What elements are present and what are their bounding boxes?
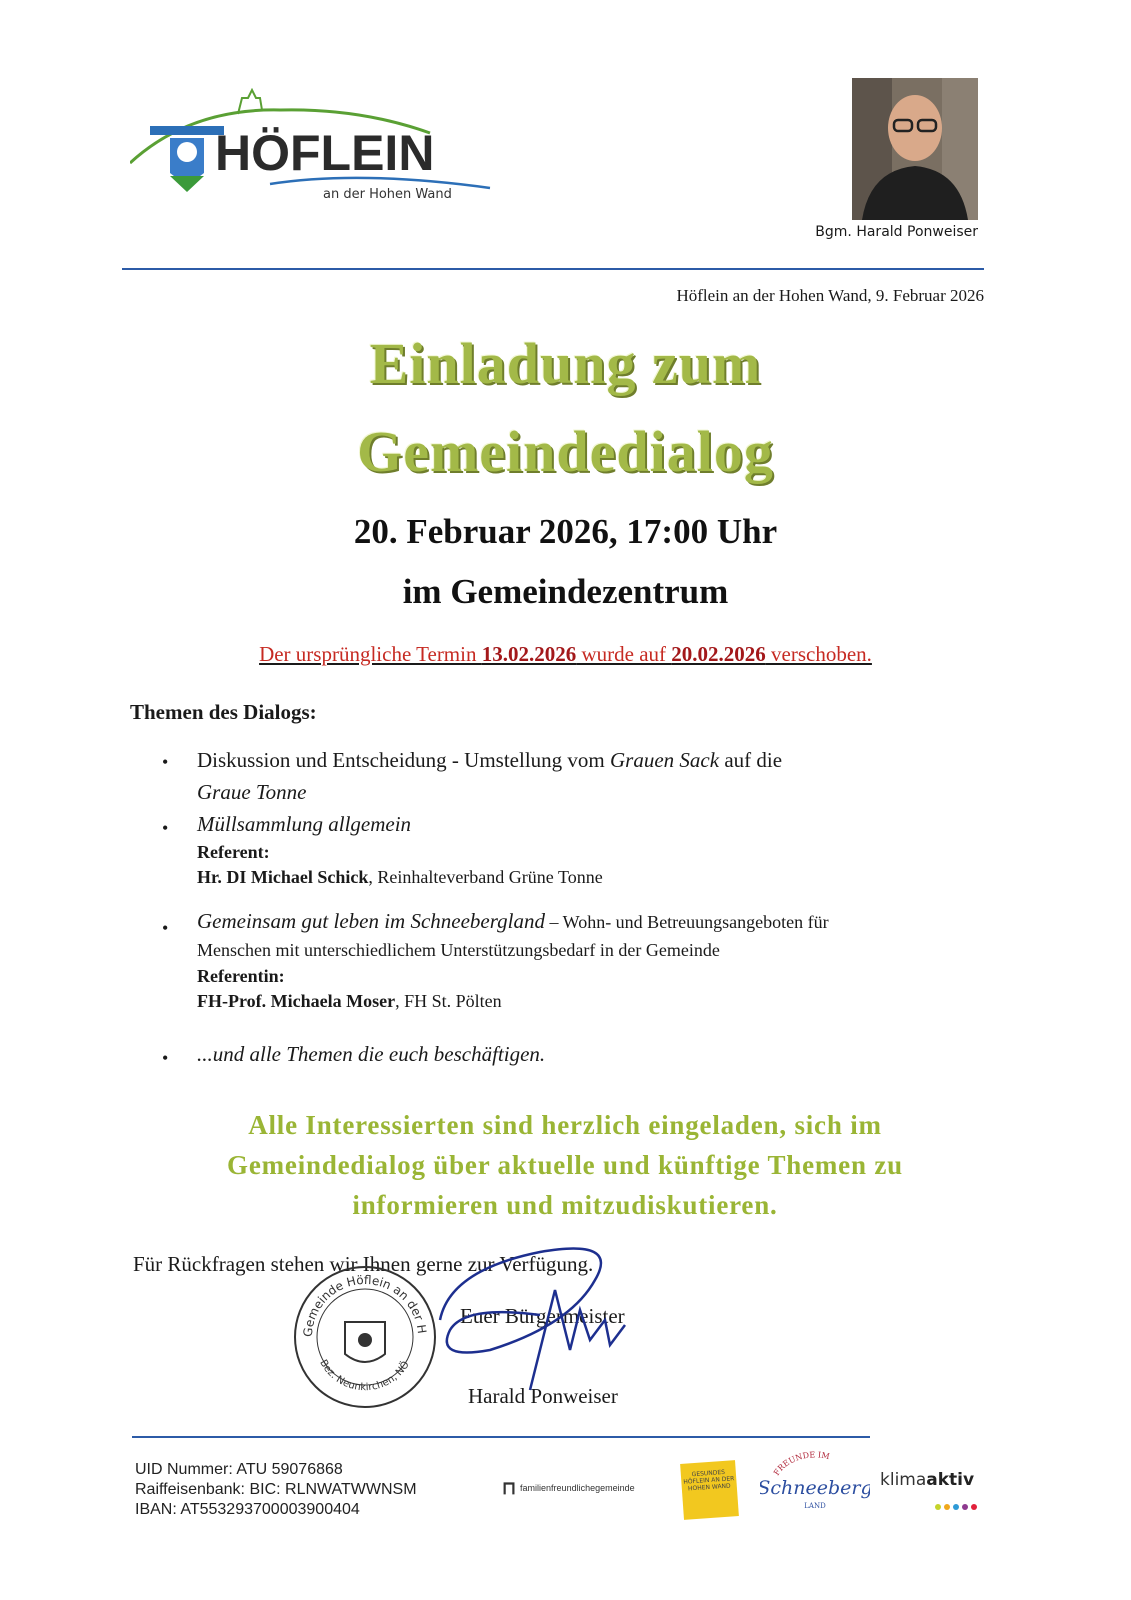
- municipal-stamp: [290, 1262, 440, 1412]
- footer-bank: Raiffeisenbank: BIC: RLNWATWWNSM: [135, 1481, 417, 1498]
- schneebergland-logo: [760, 1448, 870, 1518]
- photo-caption: Bgm. Harald Ponweiser: [815, 224, 978, 240]
- header-divider: [122, 268, 984, 270]
- klima-a: klima: [880, 1470, 927, 1490]
- familienfreundlich-logo: [502, 1478, 635, 1499]
- footer-iban: IBAN: AT553293700003900404: [135, 1501, 360, 1518]
- footer-uid: UID Nummer: ATU 59076868: [135, 1461, 343, 1478]
- invitation-line-2: Gemeindedialog über aktuelle und künftige Themen zu: [227, 1150, 903, 1180]
- signature: [430, 1230, 740, 1420]
- footer-divider: [132, 1436, 870, 1438]
- svg-text:Bez. Neunkirchen, NÖ: [317, 1358, 412, 1393]
- gesund-label: GESUNDES HÖFLEIN AN DER HOHEN WAND: [683, 1468, 735, 1493]
- topics-heading: Themen des Dialogs:: [130, 700, 317, 724]
- referent-1: [197, 840, 603, 890]
- topic-1-text-b: Grauen Sack: [610, 748, 720, 772]
- topic-3-text-b: – Wohn- und Betreuungsangeboten für: [544, 912, 829, 932]
- dateline: Höflein an der Hohen Wand, 9. Februar 2026: [676, 286, 984, 305]
- stamp-text-top: Gemeinde Höflein an der H: [300, 1272, 430, 1338]
- postponement-notice: [0, 642, 1131, 667]
- event-location: im Gemeindezentrum: [402, 572, 729, 611]
- bullet-4: •: [162, 1048, 169, 1068]
- notice-text-2: wurde auf: [576, 642, 672, 666]
- topic-3-text-a: Gemeinsam gut leben im Schneebergland: [197, 909, 545, 933]
- schnee-top: FREUNDE IM: [772, 1450, 831, 1478]
- topic-3-text-c: Menschen mit unterschiedlichem Unterstützungsbedarf in der Gemeinde: [197, 940, 720, 960]
- footer-bank-info: [135, 1460, 417, 1520]
- klimaaktiv-dots: [935, 1497, 980, 1515]
- topic-item-3: [197, 908, 987, 964]
- notice-old-date: 13.02.2026: [481, 642, 577, 666]
- greeting: Euer Bürgermeister: [460, 1304, 625, 1328]
- schnee-bottom: LAND: [804, 1502, 826, 1510]
- referent-2-label: Referentin:: [197, 966, 285, 986]
- invitation-line-3: informieren und mitzudiskutieren.: [352, 1190, 778, 1220]
- topic-1-text-c: auf die: [719, 748, 783, 772]
- logo-wordmark: HÖFLEIN: [215, 125, 435, 181]
- schnee-main: Schneeberg: [760, 1477, 870, 1499]
- event-datetime: 20. Februar 2026, 17:00 Uhr: [353, 512, 778, 551]
- referent-1-org: , Reinhalteverband Grüne Tonne: [368, 867, 603, 887]
- topic-1-text-d: Graue Tonne: [197, 780, 307, 804]
- referent-2-name: FH-Prof. Michaela Moser: [197, 991, 396, 1011]
- notice-text-1: Der ursprüngliche Termin: [259, 642, 482, 666]
- mayor-photo: [852, 78, 978, 220]
- rueckfragen-text: Für Rückfragen stehen wir Ihnen gerne zur Verfügung.: [133, 1252, 594, 1276]
- topic-1-text-a: Diskussion und Entscheidung - Umstellung vom: [197, 748, 610, 772]
- referent-2: [197, 964, 502, 1014]
- topic-item-4: [197, 1038, 987, 1070]
- topic-item-1: [197, 744, 987, 808]
- bullet-1: •: [162, 752, 169, 772]
- mayor-name: Harald Ponweiser: [468, 1384, 618, 1408]
- topic-4-text: ...und alle Themen die euch beschäftigen.: [197, 1042, 546, 1066]
- hoeflein-logo: [130, 88, 500, 208]
- invitation-text: [140, 1105, 990, 1225]
- title-line-1: Einladung zum: [369, 331, 762, 396]
- svg-text:FREUNDE IM: [772, 1450, 830, 1477]
- invitation-line-1: Alle Interessierten sind herzlich eingeladen, sich im: [248, 1110, 882, 1140]
- svg-text:Gemeinde Höflein an der Hohen: [290, 1262, 429, 1337]
- notice-new-date: 20.02.2026: [671, 642, 766, 666]
- topic-2-text: Müllsammlung allgemein: [197, 812, 412, 836]
- ff-mark-icon: ⊓: [502, 1478, 517, 1498]
- title-line-2: Gemeindedialog: [357, 419, 774, 484]
- referent-1-label: Referent:: [197, 842, 270, 862]
- ff-label: familienfreundlichegemeinde: [520, 1482, 635, 1493]
- referent-2-org: , FH St. Pölten: [395, 991, 502, 1011]
- referent-1-name: Hr. DI Michael Schick: [197, 867, 369, 887]
- bullet-2: •: [162, 818, 169, 838]
- bullet-3: •: [162, 918, 169, 938]
- topic-item-2: [197, 808, 987, 840]
- klimaaktiv-logo: [880, 1470, 974, 1490]
- logo-subtitle: an der Hohen Wand: [323, 187, 452, 202]
- gesunde-gemeinde-logo: [680, 1460, 739, 1520]
- notice-text-3: verschoben.: [765, 642, 872, 666]
- stamp-text-bottom: Bez. Neunkirchen, NÖ: [317, 1358, 412, 1394]
- klima-b: aktiv: [926, 1470, 975, 1490]
